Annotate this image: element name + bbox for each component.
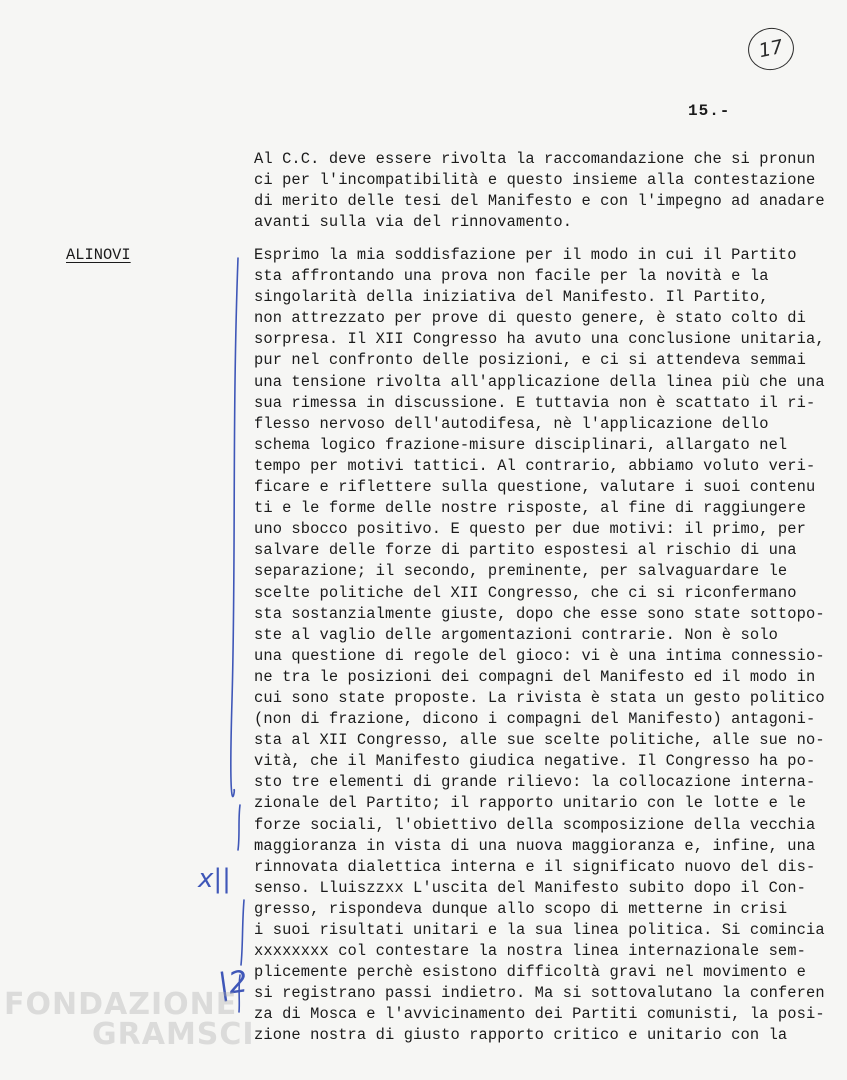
- intro-line: di merito delle tesi del Manifesto e con l'impegno ad anadare: [254, 192, 825, 211]
- speech-line: za di Mosca e l'avvicinamento dei Partiti comunisti, la posi-: [254, 1005, 825, 1024]
- archive-number-stamp: [744, 24, 798, 75]
- watermark: [4, 987, 255, 1052]
- speech-line: rinnovata dialettica interna e il significato nuovo del dis-: [254, 857, 816, 876]
- handwritten-mark-lower: |2: [216, 964, 251, 1003]
- speech-paragraph: [254, 245, 847, 1047]
- speech-line: pur nel confronto delle posizioni, e ci si attendeva semmai: [254, 351, 806, 370]
- speech-line: una tensione rivolta all'applicazione della linea più che una: [254, 372, 825, 391]
- speech-line: sta al XII Congresso, alle sue scelte politiche, alle sue no-: [254, 731, 825, 750]
- intro-line: avanti sulla via del rinnovamento.: [254, 213, 573, 232]
- speech-line: i suoi risultati unitari e la sua linea politica. Si comincia: [254, 921, 825, 939]
- margin-line-short: [238, 805, 240, 850]
- speech-line: scelte politiche del XII Congresso, che ci si riconfermano: [254, 583, 797, 602]
- margin-line-lower: [241, 900, 244, 965]
- intro-line: Al C.C. deve essere rivolta la raccomandazione che si pronun: [254, 150, 816, 168]
- margin-line-long: [231, 258, 238, 797]
- speech-line: sorpresa. Il XII Congresso ha avuto una conclusione unitaria,: [254, 330, 825, 349]
- speech-line: salvare delle forze di partito espostesi al rischio di una: [254, 541, 797, 560]
- speech-line: separazione; il secondo, preminente, per salvaguardare le: [254, 562, 788, 581]
- speech-line: non attrezzato per prove di questo genere, è stato colto di: [254, 309, 806, 328]
- speaker-name: ALINOVI: [66, 246, 131, 264]
- speech-line: schema logico frazione-misure disciplinari, allargato nel: [254, 435, 788, 454]
- speech-line: senso. Lluiszzxx L'uscita del Manifesto subito dopo il Con-: [254, 878, 806, 897]
- speech-line: Esprimo la mia soddisfazione per il modo in cui il Partito: [254, 246, 797, 264]
- speech-line: xxxxxxxx col contestare la nostra linea internazionale sem-: [254, 942, 806, 961]
- speech-line: uno sbocco positivo. E questo per due motivi: il primo, per: [254, 520, 806, 539]
- speech-line: cui sono state proposte. La rivista è stata un gesto politico: [254, 688, 825, 707]
- page-number: 15.-: [688, 102, 731, 120]
- speech-line: sta sostanzialmente giuste, dopo che esse sono state sottopo-: [254, 604, 825, 623]
- speech-line: si registrano passi indietro. Ma si sottovalutano la conferen: [254, 984, 825, 1003]
- archive-number: 17: [756, 35, 786, 63]
- speech-line: una questione di regole del gioco: vi è una intima connessio-: [254, 646, 825, 665]
- intro-paragraph: [254, 149, 847, 233]
- speech-line: ne tra le posizioni dei compagni del Manifesto ed il modo in: [254, 667, 816, 686]
- speech-line: zionale del Partito; il rapporto unitario con le lotte e le: [254, 794, 806, 813]
- speech-line: singolarità della iniziativa del Manifesto. Il Partito,: [254, 288, 769, 307]
- speech-line: zione nostra di giusto rapporto critico e unitario con la: [254, 1026, 788, 1045]
- watermark-line-1: FONDAZIONE: [4, 987, 238, 1022]
- speech-line: plicemente perchè esistono difficoltà gravi nel movimento e: [254, 963, 806, 982]
- speech-line: sua rimessa in discussione. E tuttavia non è scattato il ri-: [254, 393, 816, 412]
- speech-line: ficare e riflettere sulla questione, valutare i suoi contenu: [254, 478, 816, 497]
- speech-line: sto tre elementi di grande rilievo: la collocazione interna-: [254, 773, 816, 792]
- speech-line: ste al vaglio delle argomentazioni contrarie. Non è solo: [254, 625, 778, 644]
- intro-line: ci per l'incompatibilità e questo insieme alla contestazione: [254, 171, 816, 190]
- speech-line: forze sociali, l'obiettivo della scomposizione della vecchia: [254, 815, 816, 834]
- handwritten-mark-upper: x||: [198, 864, 231, 894]
- speech-line: tempo per motivi tattici. Al contrario, abbiamo voluto veri-: [254, 456, 816, 475]
- watermark-line-2: GRAMSCI: [92, 1017, 255, 1052]
- speech-line: flesso nervoso dell'autodifesa, nè l'applicazione dello: [254, 414, 769, 433]
- speech-line: (non di frazione, dicono i compagni del Manifesto) antagoni-: [254, 710, 816, 729]
- speech-line: maggioranza in vista di una nuova maggioranza e, infine, una: [254, 836, 816, 855]
- speech-line: vità, che il Manifesto giudica negative. Il Congresso ha po-: [254, 752, 816, 771]
- speech-line: sta affrontando una prova non facile per la novità e la: [254, 267, 769, 286]
- speech-line: ti e le forme delle nostre risposte, al fine di raggiungere: [254, 499, 806, 518]
- speech-line: gresso, rispondeva dunque allo scopo di metterne in crisi: [254, 899, 788, 918]
